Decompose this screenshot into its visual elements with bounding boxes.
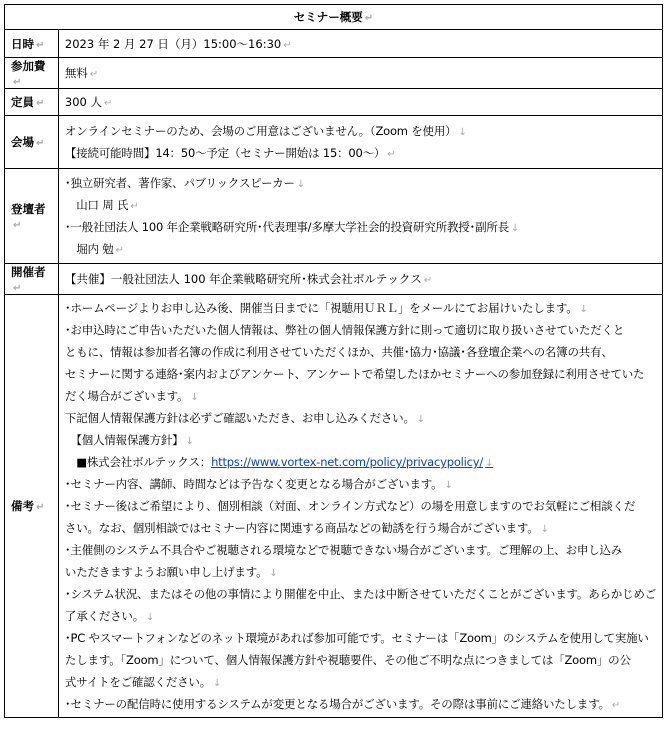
note-line [65,473,656,495]
note-line [65,341,656,363]
note-text: ･システム状況、またはその他の事情により開催を中止、または中断させていただくことがございます。あらかじめご [64,587,656,601]
note-line [65,363,656,385]
note-text: 下記個人情報保護方針は必ずご確認いただき、お申し込みください。 [64,411,415,425]
note-line [65,605,656,627]
speaker-line: ･一般社団法人 100 年企業戦略研究所･代表理事/多摩大学社会的投資研究所教授･副所長 ↓ [65,216,656,238]
note-line [65,539,656,561]
label-capacity: 定員 ↵ [5,89,59,116]
value-organizer: 【共催】一般社団法人 100 年企業戦略研究所･株式会社ボルテックス ↵ [58,264,662,295]
note-line [65,561,656,583]
speaker-line: ･独立研究者、著作家、パブリックスピーカー ↓ [65,172,656,194]
note-text: ･PC やスマートフォンなどのネット環境があれば参加可能です。セミナーは「Zoom」のシステムを使用して実施い [64,631,649,645]
note-line [65,429,656,451]
value-speakers [58,169,662,264]
label-notes: 備考 ↵ [5,295,59,718]
row-date [5,30,663,58]
note-text: たします。「Zoom」について、個人情報保護方針や視聴要件、その他ご不明な点につきましては「Zoom」の公 [64,653,631,667]
value-capacity: 300 人 ↵ [58,89,662,116]
note-text: ･主催側のシステム不具合やご視聴される環境などで視聴できない場合がございます。ご理解の上、お申し込み [64,543,623,557]
note-line [65,407,656,429]
row-organizer [5,264,663,295]
note-line [65,583,656,605]
note-text: セミナーに関する連絡･案内およびアンケート、アンケートで希望したほかセミナーへの参加登録に利用させていた [64,367,645,381]
note-line [65,319,656,341]
value-date: 2023 年 2 月 27 日（月）15:00～16:30 ↵ [58,30,662,58]
note-line [65,671,656,693]
row-fee [5,58,663,89]
note-text: ･セミナーの配信時に使用するシステムが変更となる場合がございます。その際は事前にご連絡いたします。 [64,697,610,711]
row-notes [5,295,663,718]
note-text: ともに、情報は参加者名簿の作成に利用させていただくほか、共催･協力･協議･各登壇企業への名簿の共有、 [64,345,613,359]
note-line [65,649,656,671]
note-text: いただきますようお願い申し上げます。 [64,565,268,579]
note-text: ･セミナー後はご希望により、個別相談（対面、オンライン方式など）の場を用意しますのでお気軽にご相談くだ [64,499,636,513]
row-capacity [5,89,663,116]
note-text: だく場合がございます。 [64,389,189,403]
table-title: セミナー概要 ↵ [5,5,663,30]
note-text: 【個人情報保護方針】 [64,433,184,447]
venue-line: オンラインセミナーのため、会場のご用意はございません。（Zoom を使用） ↓ [65,120,656,142]
note-text: 了承ください。 [64,609,145,623]
label-date: 日時 ↵ [5,30,59,58]
note-line [65,297,656,319]
note-line [65,517,656,539]
note-line [65,693,656,715]
value-fee: 無料 ↵ [58,58,662,89]
note-text: ■株式会社ボルテックス： [64,455,212,469]
seminar-overview-table [4,4,663,718]
note-line [65,495,656,517]
speaker-name: 堀内 勉 ↵ [65,238,656,260]
note-text: ･ホームページよりお申し込み後、開催当日までに「視聴用ＵＲＬ」をメールにてお届けいたします。 [64,301,578,315]
note-text: ･セミナー内容、講師、時間などは予告なく変更となる場合がございます。 [64,477,443,491]
row-venue [5,116,663,169]
note-line [65,451,656,473]
value-venue [58,116,662,169]
note-text: さい。なお、個別相談ではセミナー内容に関連する商品などの勧誘を行う場合がございます。 [64,521,539,535]
note-line [65,385,656,407]
note-text: ･お申込時にご申告いただいた個人情報は、弊社の個人情報保護方針に則って適切に取り扱いさせていただくと [64,323,625,337]
label-organizer: 開催者 ↵ [5,264,59,295]
label-speakers: 登壇者 ↵ [5,169,59,264]
row-speakers [5,169,663,264]
label-venue: 会場 ↵ [5,116,59,169]
note-text: 式サイトをご確認ください。 [64,675,212,689]
note-line [65,627,656,649]
venue-line: 【接続可能時間】14：50～予定（セミナー開始は 15：00～） ↵ [65,142,656,164]
privacy-policy-link[interactable]: https://www.vortex-net.com/policy/privacypolicy/ ↓ [211,455,493,469]
value-notes [58,295,662,718]
speaker-name: 山口 周 氏 ↵ [65,194,656,216]
label-fee: 参加費 ↵ [5,58,59,89]
